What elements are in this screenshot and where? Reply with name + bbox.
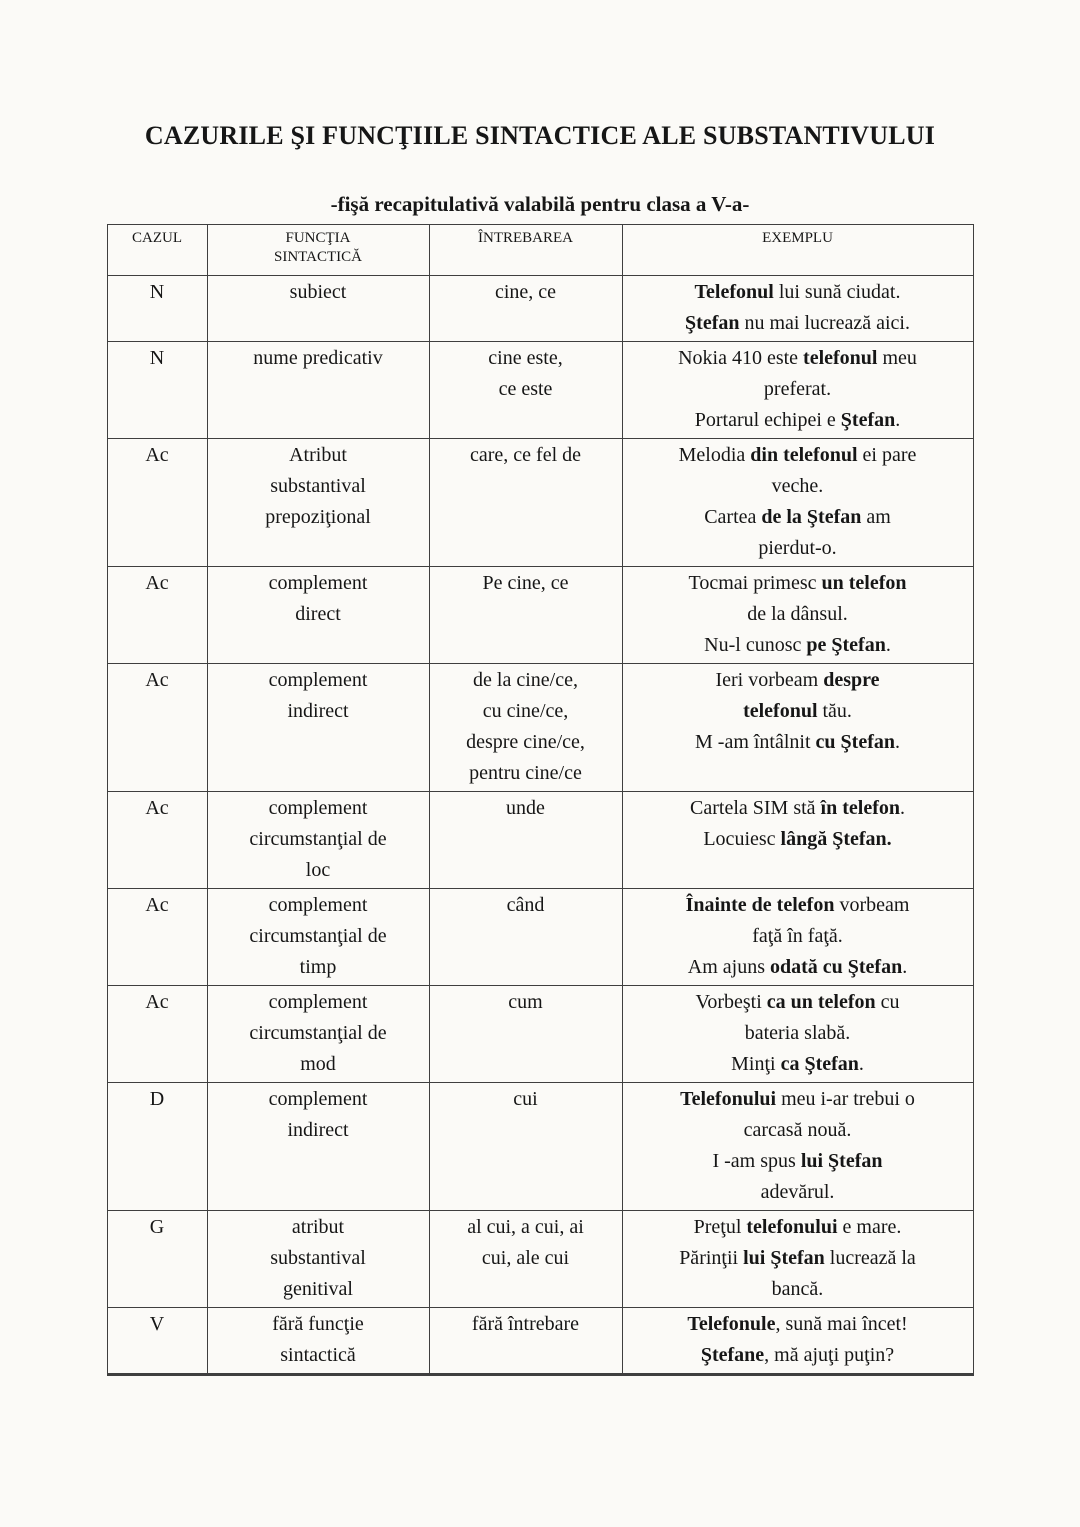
cell-line: atribut [291, 1216, 345, 1238]
cell-line: al cui, a cui, ai [467, 1216, 584, 1238]
cell-line: cu cine/ce, [482, 700, 569, 722]
example-emphasis: lângă Ştefan. [780, 828, 892, 850]
question-cell [429, 342, 622, 439]
function-cell [207, 664, 429, 792]
example-text: carcasă nouă. [743, 1119, 852, 1141]
example-text: adevărul. [760, 1181, 835, 1203]
cell-line: cine este, [488, 347, 563, 369]
question-cell [429, 276, 622, 342]
cell-line [627, 308, 969, 339]
example-emphasis: despre [823, 669, 880, 691]
cell-line: Atribut [289, 444, 347, 466]
example-emphasis: Telefonul [694, 281, 774, 303]
function-cell [207, 439, 429, 567]
function-cell [207, 567, 429, 664]
cell-line: direct [295, 603, 341, 625]
header-line: FUNCŢIA [285, 230, 351, 246]
table-row [107, 1083, 973, 1211]
example-text: Minţi [731, 1053, 781, 1075]
cell-line: genitival [283, 1278, 353, 1300]
case-cell: Ac [107, 439, 207, 567]
cell-line [627, 1274, 969, 1305]
cell-line [627, 440, 969, 471]
cell-line: substantival [270, 1247, 366, 1269]
example-text: pierdut-o. [758, 537, 837, 559]
cell-line [627, 405, 969, 436]
example-emphasis: în telefon [820, 797, 900, 819]
question-cell [429, 889, 622, 986]
cell-line [627, 665, 969, 696]
function-cell [207, 342, 429, 439]
cell-line [627, 1146, 969, 1177]
function-cell [207, 1211, 429, 1308]
example-text: veche. [771, 475, 824, 497]
example-text: Părinţii [679, 1247, 744, 1269]
cell-line [627, 696, 969, 727]
function-cell [207, 276, 429, 342]
example-cell [622, 889, 973, 986]
example-text: M -am întâlnit [695, 731, 816, 753]
cell-line: prepoziţional [265, 506, 371, 528]
header-line: SINTACTICĂ [274, 249, 362, 265]
table-row [107, 276, 973, 342]
example-text: lui sună ciudat. [773, 281, 901, 303]
example-cell [622, 1083, 973, 1211]
cell-line: indirect [287, 700, 349, 722]
example-emphasis: lui Ştefan [800, 1150, 883, 1172]
example-text: Preţul [693, 1216, 747, 1238]
cell-line [627, 343, 969, 374]
example-emphasis: telefonul [803, 347, 878, 369]
example-emphasis: Înainte de telefon [685, 894, 835, 916]
cell-line: de la cine/ce, [473, 669, 578, 691]
table-body [107, 276, 973, 1375]
header-line: CAZUL [132, 230, 182, 246]
example-text: . [895, 409, 901, 431]
example-text: vorbeam [834, 894, 910, 916]
cell-line: loc [305, 859, 331, 881]
cell-line [627, 599, 969, 630]
example-text: bateria slabă. [744, 1022, 851, 1044]
function-cell [207, 1083, 429, 1211]
column-header [429, 225, 622, 276]
example-text: faţă în faţă. [752, 925, 843, 947]
case-cell: Ac [107, 664, 207, 792]
cell-line [627, 374, 969, 405]
cell-line: ce este [498, 378, 553, 400]
column-header [207, 225, 429, 276]
cell-line [627, 890, 969, 921]
cell-line [627, 471, 969, 502]
cell-line [627, 630, 969, 661]
example-text: I -am spus [712, 1150, 801, 1172]
example-emphasis: Telefonului [680, 1088, 777, 1110]
example-text: Melodia [678, 444, 751, 466]
example-text: meu i-ar trebui o [776, 1088, 915, 1110]
cell-line [627, 1177, 969, 1208]
cell-line [627, 1243, 969, 1274]
case-cell: N [107, 276, 207, 342]
cell-line: când [506, 894, 545, 916]
question-cell [429, 1211, 622, 1308]
cell-line: fără funcţie [272, 1313, 364, 1335]
table-row [107, 439, 973, 567]
example-text: . [895, 731, 900, 753]
cell-line: cine, ce [494, 281, 557, 303]
cell-line [627, 502, 969, 533]
example-text: lucrează la [824, 1247, 916, 1269]
example-cell [622, 1211, 973, 1308]
example-emphasis: telefonul [743, 700, 818, 722]
example-cell [622, 439, 973, 567]
cell-line [627, 824, 969, 855]
cell-line: indirect [287, 1119, 349, 1141]
example-cell [622, 567, 973, 664]
example-emphasis: odată cu Ştefan [769, 956, 903, 978]
cell-line: substantival [270, 475, 366, 497]
cell-line: mod [300, 1053, 336, 1075]
question-cell [429, 1083, 622, 1211]
example-emphasis: din telefonul [750, 444, 858, 466]
example-text: Locuiesc [703, 828, 781, 850]
case-cell: Ac [107, 792, 207, 889]
example-emphasis: ca Ştefan [780, 1053, 859, 1075]
cell-line [627, 533, 969, 564]
cell-line: cui [513, 1088, 538, 1110]
example-text: Tocmai primesc [688, 572, 822, 594]
example-text: . [902, 956, 908, 978]
question-cell [429, 1308, 622, 1375]
example-text: Vorbeşti [695, 991, 767, 1013]
example-text: , sună mai încet! [775, 1313, 908, 1335]
example-cell [622, 664, 973, 792]
table-row [107, 792, 973, 889]
cell-line: complement [268, 991, 368, 1013]
table-row [107, 567, 973, 664]
cell-line: circumstanţial de [249, 925, 387, 947]
cell-line: complement [268, 669, 368, 691]
cell-line: pentru cine/ce [469, 762, 582, 784]
case-cell: N [107, 342, 207, 439]
grammar-table [107, 224, 974, 1376]
cell-line [627, 1212, 969, 1243]
cell-line [627, 568, 969, 599]
cell-line: unde [506, 797, 545, 819]
question-cell [429, 792, 622, 889]
cell-line: care, ce fel de [469, 444, 581, 466]
case-cell: Ac [107, 889, 207, 986]
cell-line: sintactică [280, 1344, 356, 1366]
header-line: EXEMPLU [762, 230, 833, 246]
cell-line [627, 952, 969, 983]
cell-line: timp [299, 956, 337, 978]
table-row [107, 1308, 973, 1375]
example-text: meu [877, 347, 917, 369]
question-cell [429, 439, 622, 567]
case-cell: G [107, 1211, 207, 1308]
table-row [107, 342, 973, 439]
example-text: Portarul echipei e [694, 409, 841, 431]
example-text: nu mai lucrează aici. [739, 312, 910, 334]
cell-line: circumstanţial de [249, 828, 387, 850]
example-text: e mare. [837, 1216, 902, 1238]
example-cell [622, 986, 973, 1083]
function-cell [207, 889, 429, 986]
cell-line: complement [268, 1088, 368, 1110]
cell-line: circumstanţial de [249, 1022, 387, 1044]
column-header [622, 225, 973, 276]
cell-line [627, 1018, 969, 1049]
example-text: ei pare [857, 444, 917, 466]
example-text: Am ajuns [687, 956, 770, 978]
cell-line: cum [508, 991, 543, 1013]
example-emphasis: cu Ştefan [815, 731, 895, 753]
example-emphasis: Ştefane [700, 1344, 765, 1366]
case-cell: Ac [107, 567, 207, 664]
cell-line: complement [268, 797, 368, 819]
header-line: ÎNTREBAREA [478, 230, 573, 246]
example-text: Ieri vorbeam [715, 669, 824, 691]
cell-line [627, 1115, 969, 1146]
function-cell [207, 792, 429, 889]
example-emphasis: un telefon [821, 572, 907, 594]
example-emphasis: pe Ştefan [806, 634, 886, 656]
example-emphasis: de la Ştefan [761, 506, 862, 528]
page-title: CAZURILE ŞI FUNCŢIILE SINTACTICE ALE SUBSTANTIVULUI [144, 121, 936, 150]
example-text: . [885, 634, 891, 656]
cell-line: Pe cine, ce [482, 572, 569, 594]
example-text: preferat. [763, 378, 832, 400]
example-text: Cartea [704, 506, 762, 528]
example-cell [622, 1308, 973, 1375]
example-text: , mă ajuţi puţin? [764, 1344, 895, 1366]
example-emphasis: telefonului [746, 1216, 838, 1238]
cell-line [627, 1084, 969, 1115]
cell-line: cui, ale cui [481, 1247, 570, 1269]
question-cell [429, 664, 622, 792]
example-text: am [861, 506, 891, 528]
example-text: Nokia 410 este [678, 347, 804, 369]
example-text: cu [875, 991, 900, 1013]
cell-line [627, 793, 969, 824]
example-text: tău. [817, 700, 852, 722]
example-cell [622, 792, 973, 889]
table-row [107, 664, 973, 792]
cell-line [627, 921, 969, 952]
cell-line: subiect [289, 281, 347, 303]
table-row [107, 889, 973, 986]
example-text: bancă. [771, 1278, 824, 1300]
cell-line: nume predicativ [253, 347, 383, 369]
example-emphasis: Ştefan [840, 409, 896, 431]
cell-line [627, 1049, 969, 1080]
page-subtitle: -fişă recapitulativă valabilă pentru clasa a V-a- [330, 192, 750, 216]
example-emphasis: Telefonule [687, 1313, 776, 1335]
example-emphasis: lui Ştefan [743, 1247, 825, 1269]
case-cell: D [107, 1083, 207, 1211]
example-text: Nu-l cunosc [704, 634, 807, 656]
table-row [107, 1211, 973, 1308]
cell-line [627, 727, 969, 758]
cell-line: complement [268, 894, 368, 916]
cell-line [627, 277, 969, 308]
example-text: . [899, 797, 905, 819]
question-cell [429, 986, 622, 1083]
example-text: de la dânsul. [747, 603, 848, 625]
cell-line [627, 1340, 969, 1371]
example-emphasis: Ştefan [685, 312, 740, 334]
cell-line [627, 1309, 969, 1340]
function-cell [207, 986, 429, 1083]
case-cell: Ac [107, 986, 207, 1083]
column-header [107, 225, 207, 276]
example-emphasis: ca un telefon [766, 991, 876, 1013]
example-cell [622, 276, 973, 342]
cell-line: complement [268, 572, 368, 594]
table-row [107, 986, 973, 1083]
example-text: . [858, 1053, 864, 1075]
example-cell [622, 342, 973, 439]
cell-line [627, 987, 969, 1018]
cell-line: despre cine/ce, [466, 731, 585, 753]
case-cell: V [107, 1308, 207, 1375]
example-text: Cartela SIM stă [690, 797, 821, 819]
question-cell [429, 567, 622, 664]
function-cell [207, 1308, 429, 1375]
header-row [107, 225, 973, 276]
cell-line: fără întrebare [471, 1313, 580, 1335]
